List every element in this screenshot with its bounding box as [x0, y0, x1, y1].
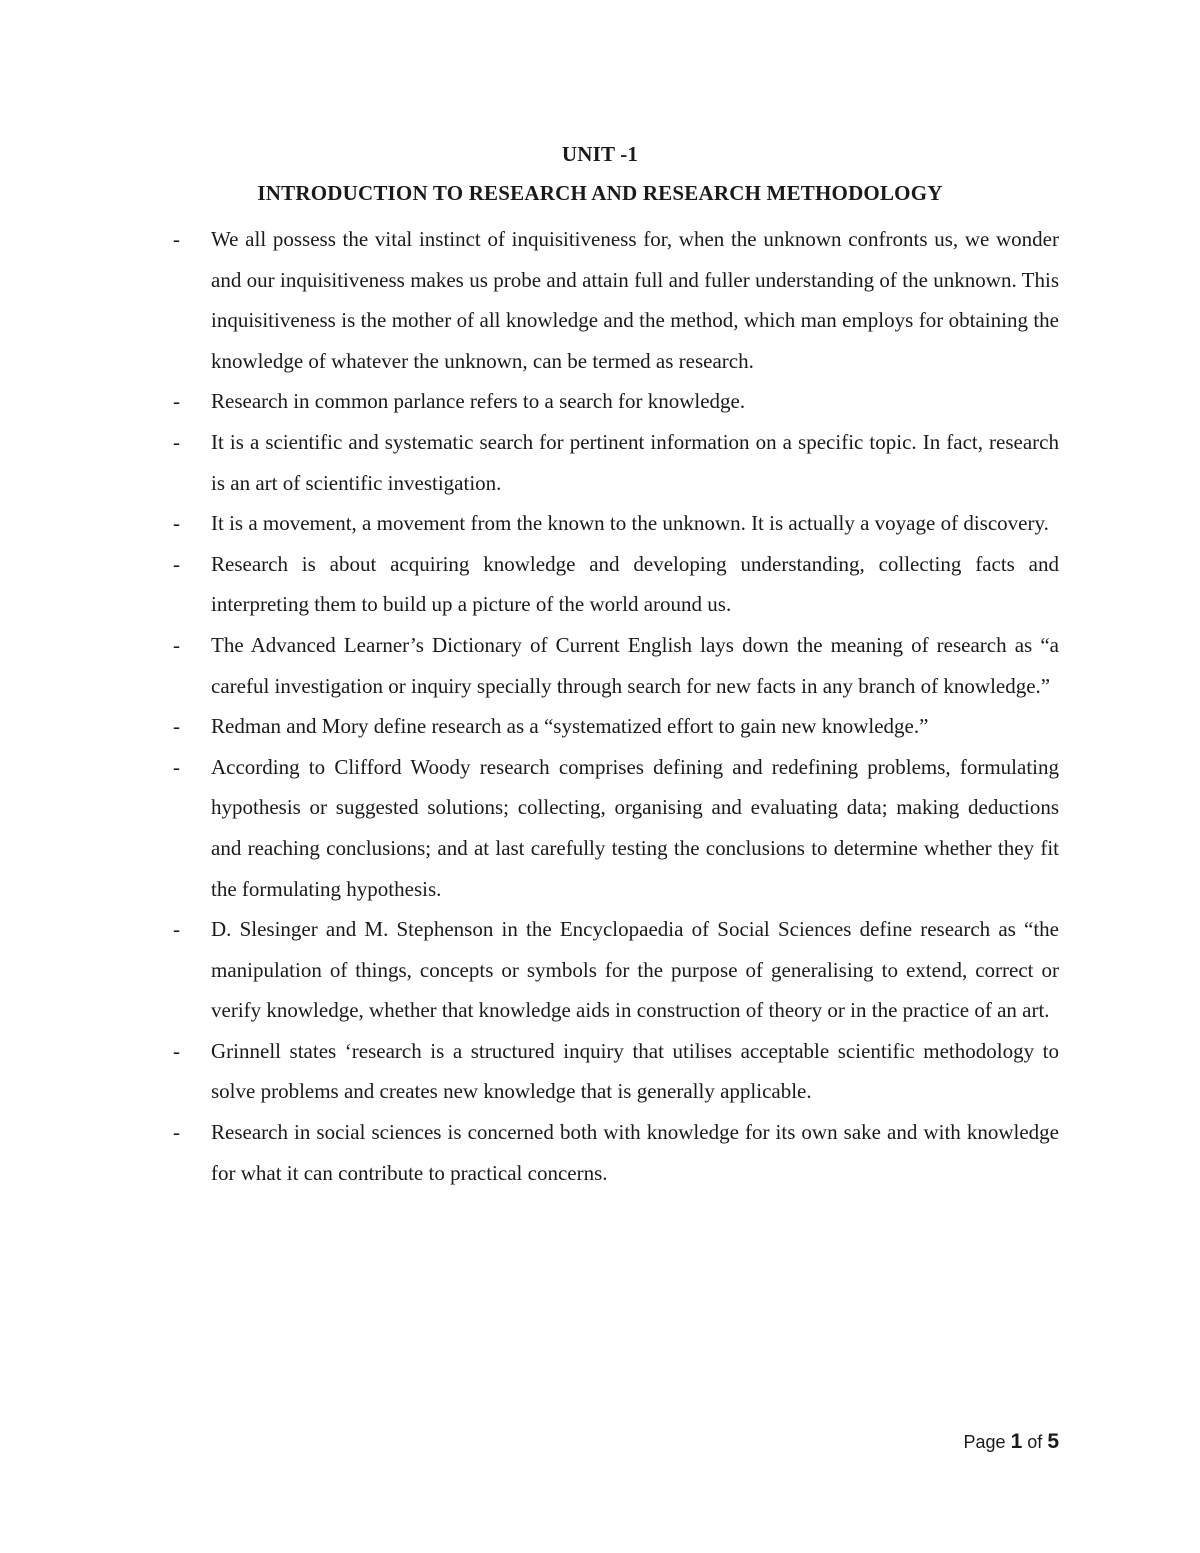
of-word: of — [1027, 1432, 1043, 1452]
list-item-text: It is a movement, a movement from the known to the unknown. It is actually a voyage of discovery. — [211, 511, 1049, 536]
bullet-dash: - — [173, 754, 180, 779]
list-item-text: Research in social sciences is concerned both with knowledge for its own sake and with knowledge for what it can contribute to practical concerns. — [211, 1120, 1059, 1185]
bullet-list — [173, 219, 1059, 1193]
bullet-dash: - — [173, 917, 180, 942]
list-item — [173, 625, 1059, 706]
list-item-text: It is a scientific and systematic search for pertinent information on a specific topic. In fact, research is an art of scientific investigation. — [211, 429, 1059, 495]
bullet-dash: - — [173, 1038, 180, 1063]
list-item-text: The Advanced Learner’s Dictionary of Current English lays down the meaning of research as “a careful investigation or inquiry specially through search for new facts in any branch of knowledge.” — [211, 632, 1059, 698]
current-page-number: 1 — [1010, 1430, 1023, 1453]
bullet-dash: - — [173, 389, 180, 414]
bullet-dash: - — [173, 227, 180, 251]
list-item-text: D. Slesinger and M. Stephenson in the Encyclopaedia of Social Sciences define research as “the manipulation of things, concepts or symbols for the purpose of generalising to extend, correct or verify knowledge, whether that knowledge aids in construction of theory or in the practice of an art. — [211, 917, 1059, 1023]
bullet-dash: - — [173, 632, 180, 657]
list-item-text: Research in common parlance refers to a search for knowledge. — [211, 389, 746, 414]
list-item-text: According to Clifford Woody research comprises defining and redefining problems, formulating hypothesis or suggested solutions; collecting, organising and evaluating data; making deductions and reaching conclusions; and at last carefully testing the conclusions to determine whether they fit the formulating hypothesis. — [211, 754, 1059, 901]
list-item — [173, 503, 1059, 544]
page-word: Page — [963, 1432, 1006, 1452]
list-item — [173, 909, 1059, 1031]
list-item-text: Research is about acquiring knowledge and developing understanding, collecting facts and interpreting them to build up a picture of the world around us. — [211, 551, 1059, 617]
page-title: INTRODUCTION TO RESEARCH AND RESEARCH METHODOLOGY — [257, 181, 943, 205]
list-item — [173, 381, 1059, 422]
bullet-dash: - — [173, 511, 180, 536]
bullet-dash: - — [173, 714, 180, 739]
list-item — [173, 1112, 1059, 1193]
bullet-dash: - — [173, 429, 180, 454]
list-item — [173, 706, 1059, 747]
unit-heading: UNIT -1 — [561, 142, 639, 166]
total-pages-number: 5 — [1047, 1430, 1059, 1453]
page-number-footer — [964, 1430, 1059, 1454]
list-item — [173, 544, 1059, 625]
bullet-dash: - — [173, 551, 180, 576]
list-item — [173, 1031, 1059, 1112]
list-item-text: We all possess the vital instinct of inquisitiveness for, when the unknown confronts us, we wonder and our inquisitiveness makes us probe and attain full and fuller understanding of the unknown. This inquisitiveness is the mother of all knowledge and the method, which man employs for obtaining the knowledge of whatever the unknown, can be termed as research. — [211, 227, 1059, 373]
bullet-dash: - — [173, 1120, 180, 1145]
list-item-text: Grinnell states ‘research is a structured inquiry that utilises acceptable scientific methodology to solve problems and creates new knowledge that is generally applicable. — [211, 1038, 1059, 1104]
list-item-text: Redman and Mory define research as a “systematized effort to gain new knowledge.” — [211, 714, 929, 739]
list-item — [173, 219, 1059, 381]
list-item — [173, 747, 1059, 909]
list-item — [173, 422, 1059, 503]
